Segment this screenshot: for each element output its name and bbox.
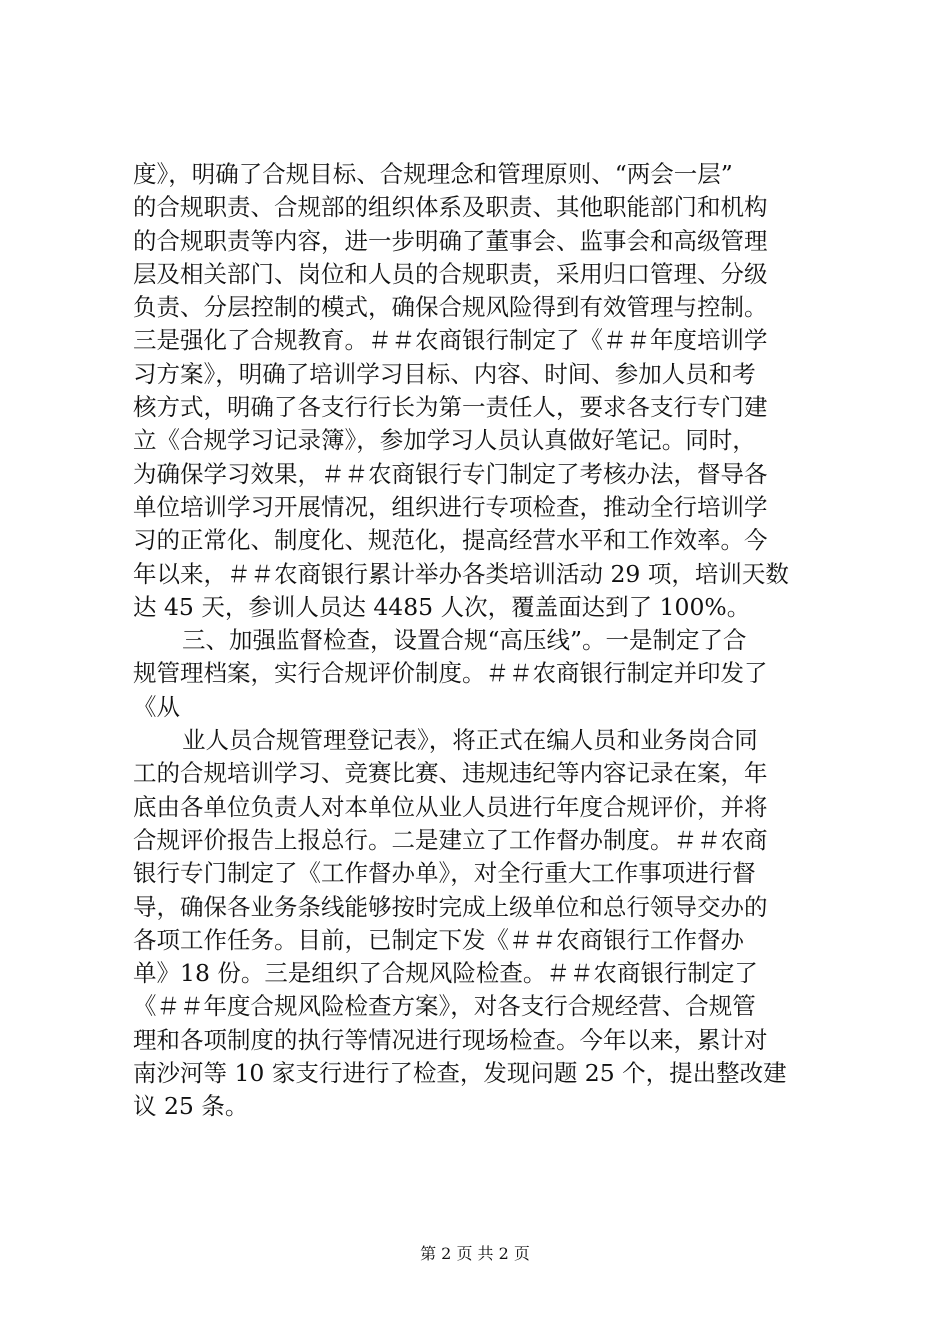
text-line: 层及相关部门、岗位和人员的合规职责，采用归口管理、分级 [133,259,768,288]
text-line: 立《合规学习记录簿》，参加学习人员认真做好笔记。同时， [133,426,756,455]
text-line: 习方案》，明确了培训学习目标、内容、时间、参加人员和考 [133,359,756,388]
text-line: 银行专门制定了《工作督办单》，对全行重大工作事项进行督 [133,859,756,888]
text-line: 的合规职责等内容，进一步明确了董事会、监事会和高级管理 [133,226,768,255]
text-line: 合规评价报告上报总行。二是建立了工作督办制度。＃＃农商 [133,825,768,854]
page-number: 第 2 页 共 2 页 [420,1244,530,1263]
text-line: 导，确保各业务条线能够按时完成上级单位和总行领导交办的 [133,892,768,921]
text-line: 《从 [133,692,180,721]
text-line: 工的合规培训学习、竞赛比赛、违规违纪等内容记录在案，年 [133,759,768,788]
text-line: 三是强化了合规教育。＃＃农商银行制定了《＃＃年度培训学 [133,326,768,355]
text-line: 《＃＃年度合规风险检查方案》，对各支行合规经营、合规管 [133,992,756,1021]
text-line: 负责、分层控制的模式，确保合规风险得到有效管理与控制。 [133,293,768,322]
document-body [133,158,833,1124]
page-footer [0,1243,950,1265]
text-line: 业人员合规管理登记表》，将正式在编人员和业务岗合同 [182,726,758,755]
text-line: 南沙河等 10 家支行进行了检查，发现问题 25 个，提出整改建 [133,1059,787,1088]
text-line: 单》18 份。三是组织了合规风险检查。＃＃农商银行制定了 [133,959,758,988]
text-line: 底由各单位负责人对本单位从业人员进行年度合规评价，并将 [133,792,768,821]
section-heading-line: 三、加强监督检查，设置合规“高压线”。一是制定了合 [182,626,747,655]
text-line: 习的正常化、制度化、规范化，提高经营水平和工作效率。今 [133,526,768,555]
text-line: 各项工作任务。目前，已制定下发《＃＃农商银行工作督办 [133,925,744,954]
text-line: 达 45 天，参训人员达 4485 人次，覆盖面达到了 100%。 [133,592,751,621]
text-line: 理和各项制度的执行等情况进行现场检查。今年以来，累计对 [133,1025,768,1054]
text-line: 度》，明确了合规目标、合规理念和管理原则、“两会一层” [133,160,733,188]
text-line: 议 25 条。 [133,1092,249,1121]
text-line: 单位培训学习开展情况，组织进行专项检查，推动全行培训学 [133,492,768,521]
text-line: 的合规职责、合规部的组织体系及职责、其他职能部门和机构 [133,193,768,222]
text-line: 核方式，明确了各支行行长为第一责任人，要求各支行专门建 [133,393,768,422]
text-line: 为确保学习效果，＃＃农商银行专门制定了考核办法，督导各 [133,459,768,488]
text-line: 规管理档案，实行合规评价制度。＃＃农商银行制定并印发了 [133,659,768,688]
text-line: 年以来，＃＃农商银行累计举办各类培训活动 29 项，培训天数 [133,559,789,588]
